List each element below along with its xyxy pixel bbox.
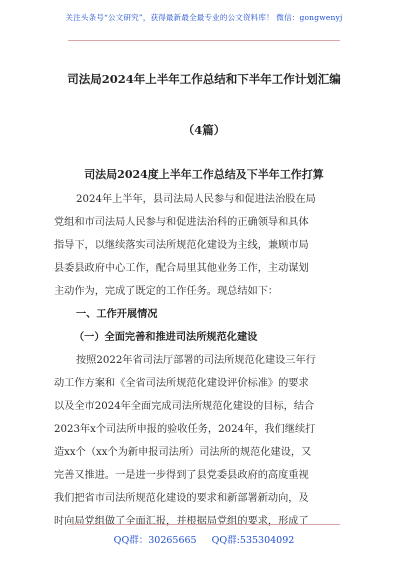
body-paragraph-line: 按照2022年省司法厅部署的司法所规范化建设三年行 (76, 355, 316, 366)
body-paragraph-line: 主动作为，完成了既定的工作任务。现总结如下： (54, 286, 279, 297)
body-paragraph-line: 2024年上半年，县司法局人民参与和促进法治股在局 (76, 194, 316, 205)
body-paragraph-line: 县委县政府中心工作，配合局里其他业务工作，主动谋划 (54, 263, 309, 274)
body-paragraph-line: 指导下，以继续落实司法所规范化建设为主线，兼顾市局 (54, 240, 309, 251)
body-paragraph-line: 造xx个（xx个为新申报司法所）司法所的规范化建设，又 (54, 447, 312, 458)
body-paragraph-line: 以及全市2024年全面完成司法所规范化建设的目标，结合 (54, 401, 315, 412)
body-paragraph-line: 2023年x个司法所申报的验收任务，2024年，我们继续打 (54, 424, 316, 435)
body-paragraph-line: 完善又推进。一是进一步得到了县党委县政府的高度重视 (54, 470, 309, 481)
document-title: 司法局2024年上半年工作总结和下半年工作计划汇编 (67, 72, 341, 86)
document-body (54, 188, 354, 533)
footer-qq-group-1: QQ群：30265665 (113, 535, 197, 546)
body-paragraph-line: 动工作方案和《全省司法所规范化建设评价标准》的要求 (54, 378, 309, 389)
document-count: （4篇） (182, 123, 226, 137)
footer-divider (68, 524, 340, 525)
body-paragraph-line: 我们把省市司法所规范化建设的要求和新部署新动向，及 (54, 493, 309, 504)
heading-level-2: （一）全面完善和推进司法所规范化建设 (74, 331, 258, 343)
heading-level-1: 一、工作开展情况 (76, 308, 158, 320)
header-divider (68, 40, 340, 41)
footer-contact (0, 532, 408, 546)
body-paragraph-line: 时向局党组做了全面汇报，并根据局党组的要求，形成了 (54, 516, 309, 527)
footer-qq-group-2: QQ群:535304092 (211, 535, 295, 546)
section-title: 司法局2024度上半年工作总结及下半年工作打算 (84, 168, 324, 181)
body-paragraph-line: 党组和市司法局人民参与和促进法治科的正确领导和具体 (54, 217, 309, 228)
header-note: 关注头条号“公文研究”，获得最新最全最专业的公文资料库！ 微信：gongwenyj (65, 13, 343, 22)
